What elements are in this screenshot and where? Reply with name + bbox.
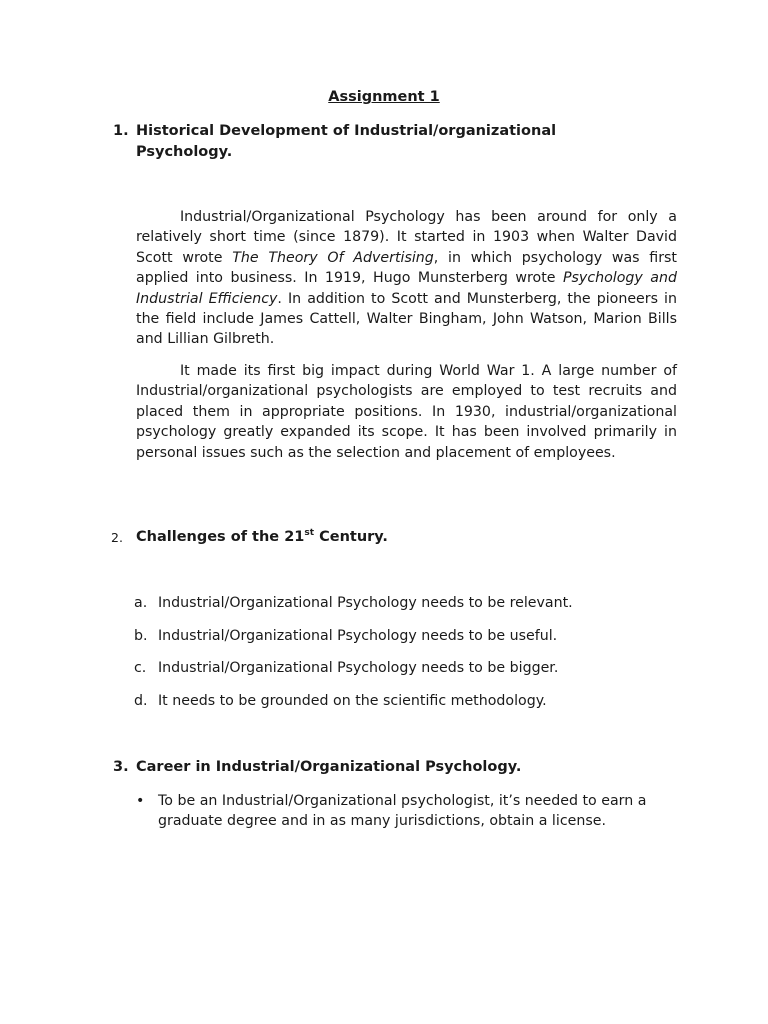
section-2-heading bbox=[111, 527, 696, 548]
list-item-text: It needs to be grounded on the scientific methodology. bbox=[158, 693, 547, 709]
list-item bbox=[134, 658, 678, 678]
section-2-heading-pre: Challenges of the 21 bbox=[136, 529, 305, 545]
section-1-heading-line2: Psychology. bbox=[136, 144, 233, 160]
list-item-text: Industrial/Organizational Psychology needs to be relevant. bbox=[158, 595, 573, 611]
list-marker: a. bbox=[134, 595, 148, 611]
para2-text: It made its first big impact during World War 1. A large number of Industrial/organizational psychologists are employed to test recruits and placed them in appropriate positions. In 1930, industrial/organizational psychology greatly expanded its scope. It has been involved primarily in personal issues such as the selection and placement of employees. bbox=[136, 363, 677, 461]
list-marker: c. bbox=[134, 660, 147, 676]
section-3-number: 3. bbox=[113, 759, 129, 775]
section-1-number: 1. bbox=[113, 123, 129, 139]
list-item-text: Industrial/Organizational Psychology needs to be useful. bbox=[158, 628, 558, 644]
para1-text-c: . In addition to Scott and Munsterberg, the pioneers in the field include James Cattell, Walter Bingham, John Watson, Marion Bills and Lillian Gilbreth. bbox=[136, 290, 677, 348]
book-title-efficiency: Psychology and Industrial Efficiency bbox=[136, 270, 677, 307]
list-marker: d. bbox=[134, 693, 148, 709]
book-title-advertising: The Theory Of Advertising bbox=[232, 249, 434, 266]
section-3-heading-text: Career in Industrial/Organizational Psychology. bbox=[136, 759, 522, 775]
section-2-heading-post: Century. bbox=[314, 529, 388, 545]
section-1-paragraph-1 bbox=[136, 207, 677, 350]
document-title: Assignment 1 bbox=[328, 89, 440, 105]
list-item bbox=[134, 593, 678, 613]
bullet-item bbox=[136, 791, 680, 832]
section-1-paragraph-2 bbox=[136, 361, 677, 463]
section-1-heading bbox=[113, 121, 696, 163]
para1-text-b: , in which psychology was first applied into business. In 1919, Hugo Munsterberg wrote bbox=[136, 249, 677, 287]
section-3-heading bbox=[113, 757, 696, 778]
list-marker: b. bbox=[134, 628, 148, 644]
list-item bbox=[134, 626, 678, 646]
para1-text-a: Industrial/Organizational Psychology has been around for only a relatively short time (since 1879). It started in 1903 when Walter David Scott wrote bbox=[136, 209, 677, 266]
bullet-marker: • bbox=[136, 793, 145, 809]
section-2-number: 2. bbox=[111, 530, 123, 545]
list-item bbox=[134, 691, 678, 711]
bullet-item-text: To be an Industrial/Organizational psychologist, it’s needed to earn a graduate degree and in as many jurisdictions, obtain a license. bbox=[158, 793, 647, 830]
section-2-heading-sup: st bbox=[304, 528, 315, 538]
section-1-heading-line1: Historical Development of Industrial/organizational bbox=[136, 123, 557, 139]
list-item-text: Industrial/Organizational Psychology needs to be bigger. bbox=[158, 660, 559, 676]
